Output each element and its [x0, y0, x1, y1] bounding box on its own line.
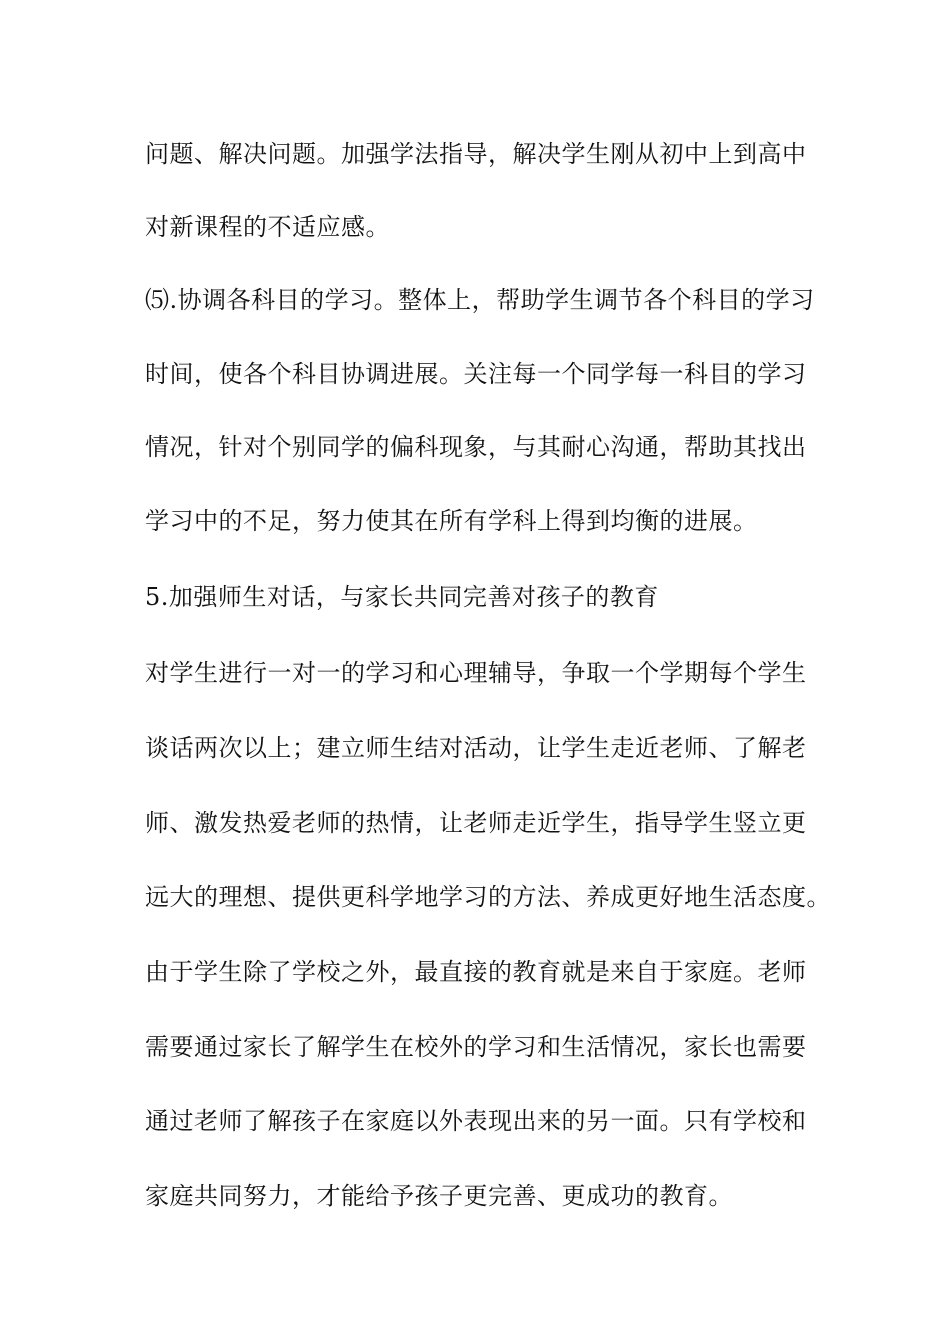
text-line-1: 问题、解决问题。加强学法指导，解决学生刚从初中上到高中	[145, 140, 807, 168]
text-line-14: 通过老师了解孩子在家庭以外表现出来的另一面。只有学校和	[145, 1107, 807, 1135]
text-line-4: 时间，使各个科目协调进展。关注每一个同学每一科目的学习	[145, 360, 807, 388]
text-line-8: 对学生进行一对一的学习和心理辅导，争取一个学期每个学生	[145, 659, 807, 687]
section-heading: 5.加强师生对话，与家长共同完善对孩子的教育	[145, 583, 659, 611]
text-line-6: 学习中的不足，努力使其在所有学科上得到均衡的进展。	[145, 507, 758, 535]
text-line-15: 家庭共同努力，才能给予孩子更完善、更成功的教育。	[145, 1182, 733, 1210]
text-line-11: 远大的理想、提供更科学地学习的方法、养成更好地生活态度。	[145, 883, 831, 911]
text-line-10: 师、激发热爱老师的热情，让老师走近学生，指导学生竖立更	[145, 809, 807, 837]
text-line-9: 谈话两次以上；建立师生结对活动，让学生走近老师、了解老	[145, 734, 807, 762]
text-line-13: 需要通过家长了解学生在校外的学习和生活情况，家长也需要	[145, 1033, 807, 1061]
text-line-2: 对新课程的不适应感。	[145, 213, 390, 241]
text-line-12: 由于学生除了学校之外，最直接的教育就是来自于家庭。老师	[145, 958, 807, 986]
text-line-5: 情况，针对个别同学的偏科现象，与其耐心沟通，帮助其找出	[145, 433, 807, 461]
text-line-3: ⑸.协调各科目的学习。整体上，帮助学生调节各个科目的学习	[145, 286, 815, 314]
